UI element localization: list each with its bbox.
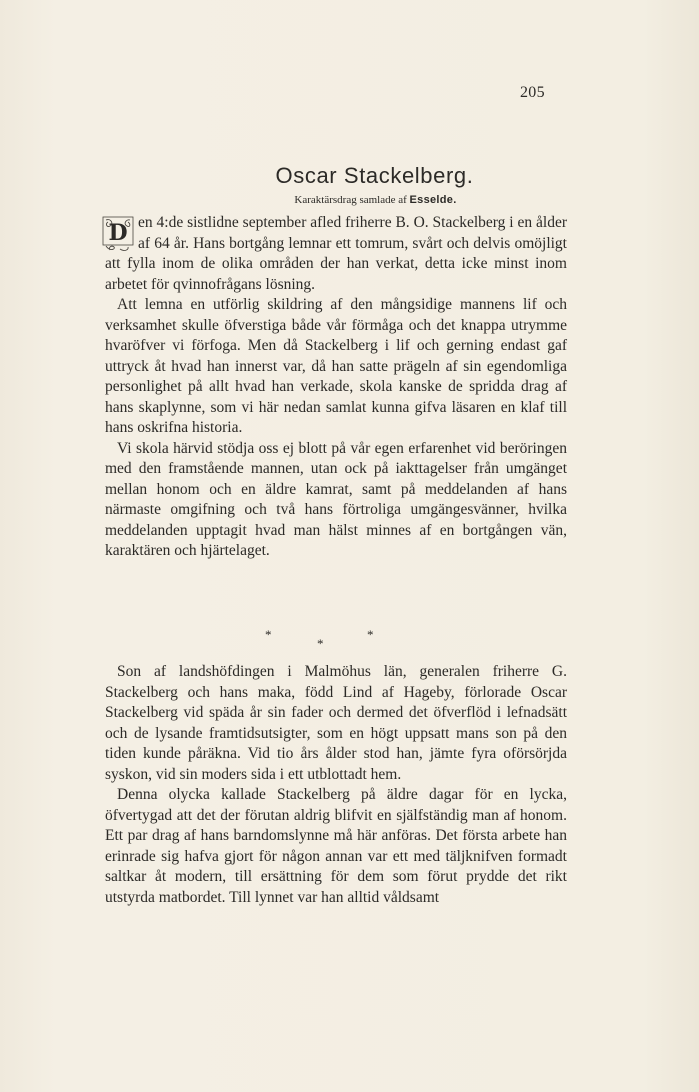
paragraph-1-text: en 4:de sistlidne september afled friherre B. O. Stackelberg i en ålder af 64 år. Hans bortgång lemnar ett tomrum, svårt och delvis omöjligt att fylla inom de olika områden der han verkat, detta icke minst inom arbetet för qvinnofrågans lösning. — [105, 214, 567, 293]
paragraph-4: Son af landshöfdingen i Malmöhus län, generalen friherre G. Stackelberg och hans maka, född Lind af Hageby, förlorade Oscar Stackelberg vid späda år sin fader och dermed det öfverflöd i lefnadsätt och de lysande framtidsutsigter, som en högt uppsatt mans son på den tiden kunde påräkna. Vid tio års ålder stod han, jämte fyra oförsörjda syskon, vid sin moders sida i ett utblottadt hem. — [105, 663, 567, 783]
paragraph-2: Att lemna en utförlig skildring af den mångsidige mannens lif och verksamhet skulle öfverstiga både vår förmåga och det knappa utrymme hvaröfver vi förfoga. Men då Stackelberg i lif och gerning endast gaf uttryck åt hvad han innerst var, då han satte prägeln af sin egendomliga personlighet på allt hvad han verkade, skola kanske de spridda drag af hans skaplynne, som vi här nedan samlat kunna gifva läsaren en klaf till hans oskrifna historia. — [105, 296, 567, 436]
paragraph-3: Vi skola härvid stödja oss ej blott på vår egen erfarenhet vid beröringen med den framstående mannen, utan ock på iakttagelser från umgänget mellan honom och en äldre kamrat, samt på meddelanden af hans närmaste omgifning och två hans förtroliga umgängesvänner, hvilka meddelanden upptagit hvad man hälst minnes af en bortgången vän, karaktären och hjärtelaget. — [105, 439, 567, 559]
article-subtitle — [0, 194, 699, 206]
article-title: Oscar Stackelberg. — [275, 163, 474, 188]
paragraph-1 — [105, 213, 567, 295]
asterisk: * — [265, 627, 272, 642]
second-section — [105, 662, 567, 908]
dropcap-letter: D — [108, 220, 128, 246]
dropcap-d-ornament — [102, 216, 134, 253]
dropcap-ornament-icon — [102, 216, 134, 253]
subtitle-author: Esselde. — [409, 194, 457, 206]
section-break — [0, 625, 699, 655]
asterisk: * — [367, 627, 374, 642]
page-number: 205 — [520, 84, 545, 101]
subtitle-prefix: Karaktärsdrag samlade af — [294, 194, 407, 206]
asterisk: * — [317, 636, 324, 651]
paragraph-5: Denna olycka kallade Stackelberg på äldre dagar för en lycka, öfvertygad att det der förutan aldrig blifvit en själfständig man af honom. Ett par drag af hans barndomslynne må här anföras. Det första arbete han erinrade sig hafva gjort för någon annan var ett med täljknifven formadt saltkar åt modern, till ersättning för dem som förut prydde det rikt utstyrda matbordet. Till lynnet var han alltid våldsamt — [105, 786, 567, 906]
first-section — [105, 213, 567, 562]
